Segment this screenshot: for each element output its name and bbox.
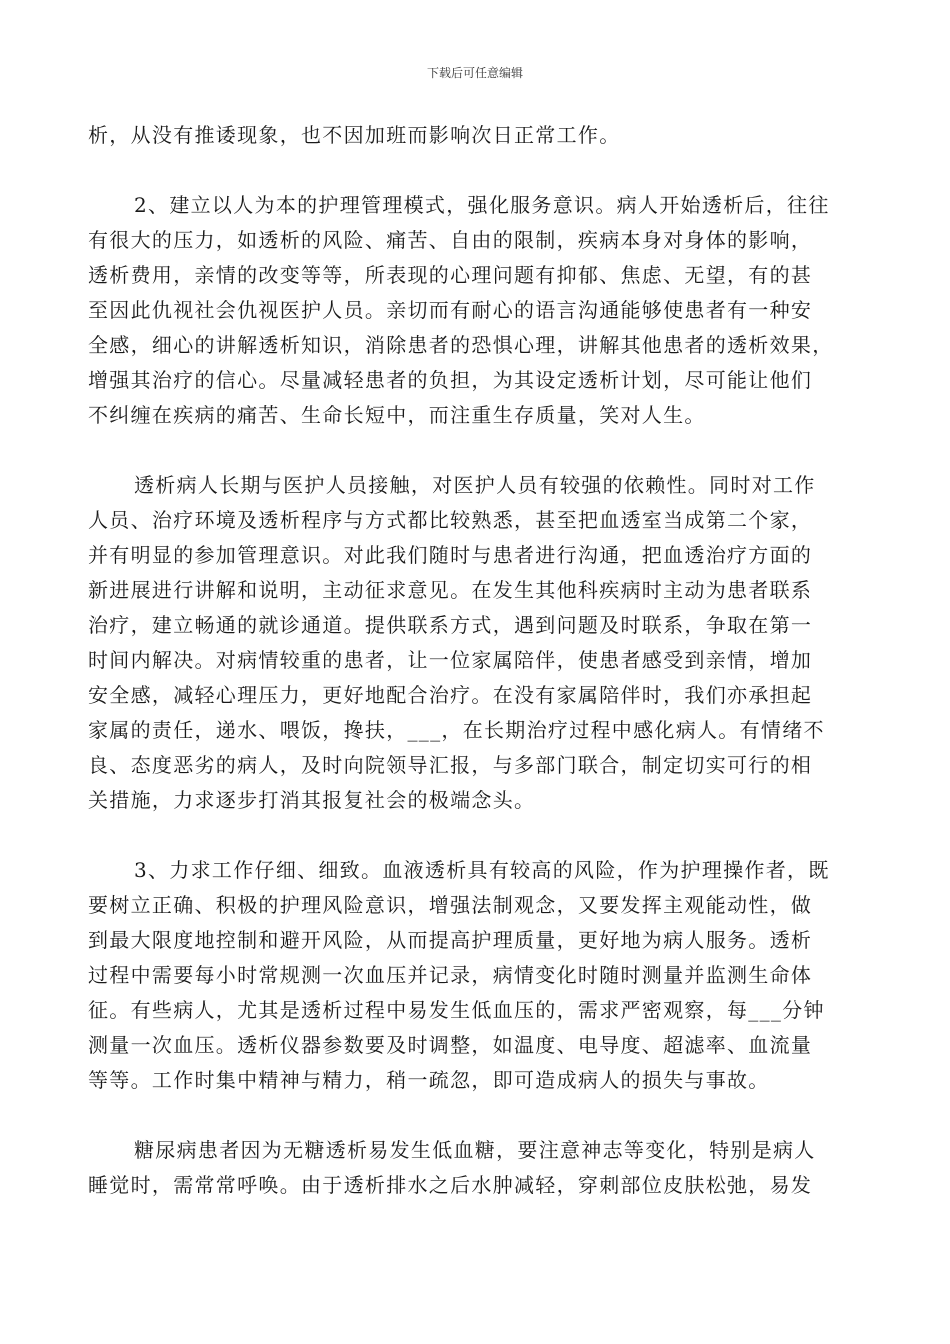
- text-line: 不纠缠在疾病的痛苦、生命长短中，而注重生存质量，笑对人生。: [88, 403, 706, 427]
- paragraph: [88, 118, 864, 153]
- text-line: 良、态度恶劣的病人，及时向院领导汇报，与多部门联合，制定切实可行的相: [88, 753, 813, 777]
- text-line: 增强其治疗的信心。尽量减轻患者的负担，为其设定透析计划，尽可能让他们: [88, 368, 813, 392]
- page-header: 下载后可任意编辑: [426, 66, 523, 80]
- paragraph-gap: [88, 1098, 864, 1133]
- text-line: 透析病人长期与医护人员接触，对医护人员有较强的依赖性。同时对工作: [134, 473, 816, 497]
- text-line: 至因此仇视社会仇视医护人员。亲切而有耐心的语言沟通能够使患者有一种安: [88, 298, 813, 322]
- text-line: 透析费用，亲情的改变等等，所表现的心理问题有抑郁、焦虑、无望，有的甚: [88, 263, 813, 287]
- text-line: 征。有些病人，尤其是透析过程中易发生低血压的，需求严密观察，每___分钟: [88, 998, 825, 1022]
- text-line: 糖尿病患者因为无糖透析易发生低血糖，要注意神志等变化，特别是病人: [134, 1138, 816, 1162]
- text-line: 治疗，建立畅通的就诊通道。提供联系方式，遇到问题及时联系，争取在第一: [88, 613, 813, 637]
- text-line: 3、力求工作仔细、细致。血液透析具有较高的风险，作为护理操作者，既: [134, 858, 830, 882]
- text-line: 新进展进行讲解和说明，主动征求意见。在发生其他科疾病时主动为患者联系: [88, 578, 813, 602]
- text-line: 关措施，力求逐步打消其报复社会的极端念头。: [88, 788, 536, 812]
- text-line: 测量一次血压。透析仪器参数要及时调整，如温度、电导度、超滤率、血流量: [88, 1033, 813, 1057]
- document-body: [88, 118, 864, 1203]
- paragraph-gap: [88, 433, 864, 468]
- text-line: 到最大限度地控制和避开风险，从而提高护理质量，更好地为病人服务。透析: [88, 928, 813, 952]
- paragraph: [88, 1133, 864, 1203]
- text-line: 过程中需要每小时常规测一次血压并记录，病情变化时随时测量并监测生命体: [88, 963, 813, 987]
- text-line: 全感，细心的讲解透析知识，消除患者的恐惧心理，讲解其他患者的透析效果，: [88, 333, 834, 357]
- text-line: 等等。工作时集中精神与精力，稍一疏忽，即可造成病人的损失与事故。: [88, 1068, 770, 1092]
- text-line: 2、建立以人为本的护理管理模式，强化服务意识。病人开始透析后，往往: [134, 193, 830, 217]
- paragraph-gap: [88, 818, 864, 853]
- text-line: 有很大的压力，如透析的风险、痛苦、自由的限制，疾病本身对身体的影响，: [88, 228, 813, 252]
- text-line: 安全感，减轻心理压力，更好地配合治疗。在没有家属陪伴时，我们亦承担起: [88, 683, 813, 707]
- text-line: 家属的责任，递水、喂饭，搀扶，___，在长期治疗过程中感化病人。有情绪不: [88, 718, 825, 742]
- text-line: 时间内解决。对病情较重的患者，让一位家属陪伴，使患者感受到亲情，增加: [88, 648, 813, 672]
- text-line: 睡觉时，需常常呼唤。由于透析排水之后水肿减轻，穿刺部位皮肤松弛，易发: [88, 1173, 813, 1197]
- text-line: 要树立正确、积极的护理风险意识，增强法制观念，又要发挥主观能动性，做: [88, 893, 813, 917]
- paragraph: [88, 188, 864, 433]
- text-line: 人员、治疗环境及透析程序与方式都比较熟悉，甚至把血透室当成第二个家，: [88, 508, 813, 532]
- paragraph: [88, 853, 864, 1098]
- paragraph: [88, 468, 864, 818]
- text-line: 析，从没有推诿现象，也不因加班而影响次日正常工作。: [88, 123, 621, 147]
- text-line: 并有明显的参加管理意识。对此我们随时与患者进行沟通，把血透治疗方面的: [88, 543, 813, 567]
- paragraph-gap: [88, 153, 864, 188]
